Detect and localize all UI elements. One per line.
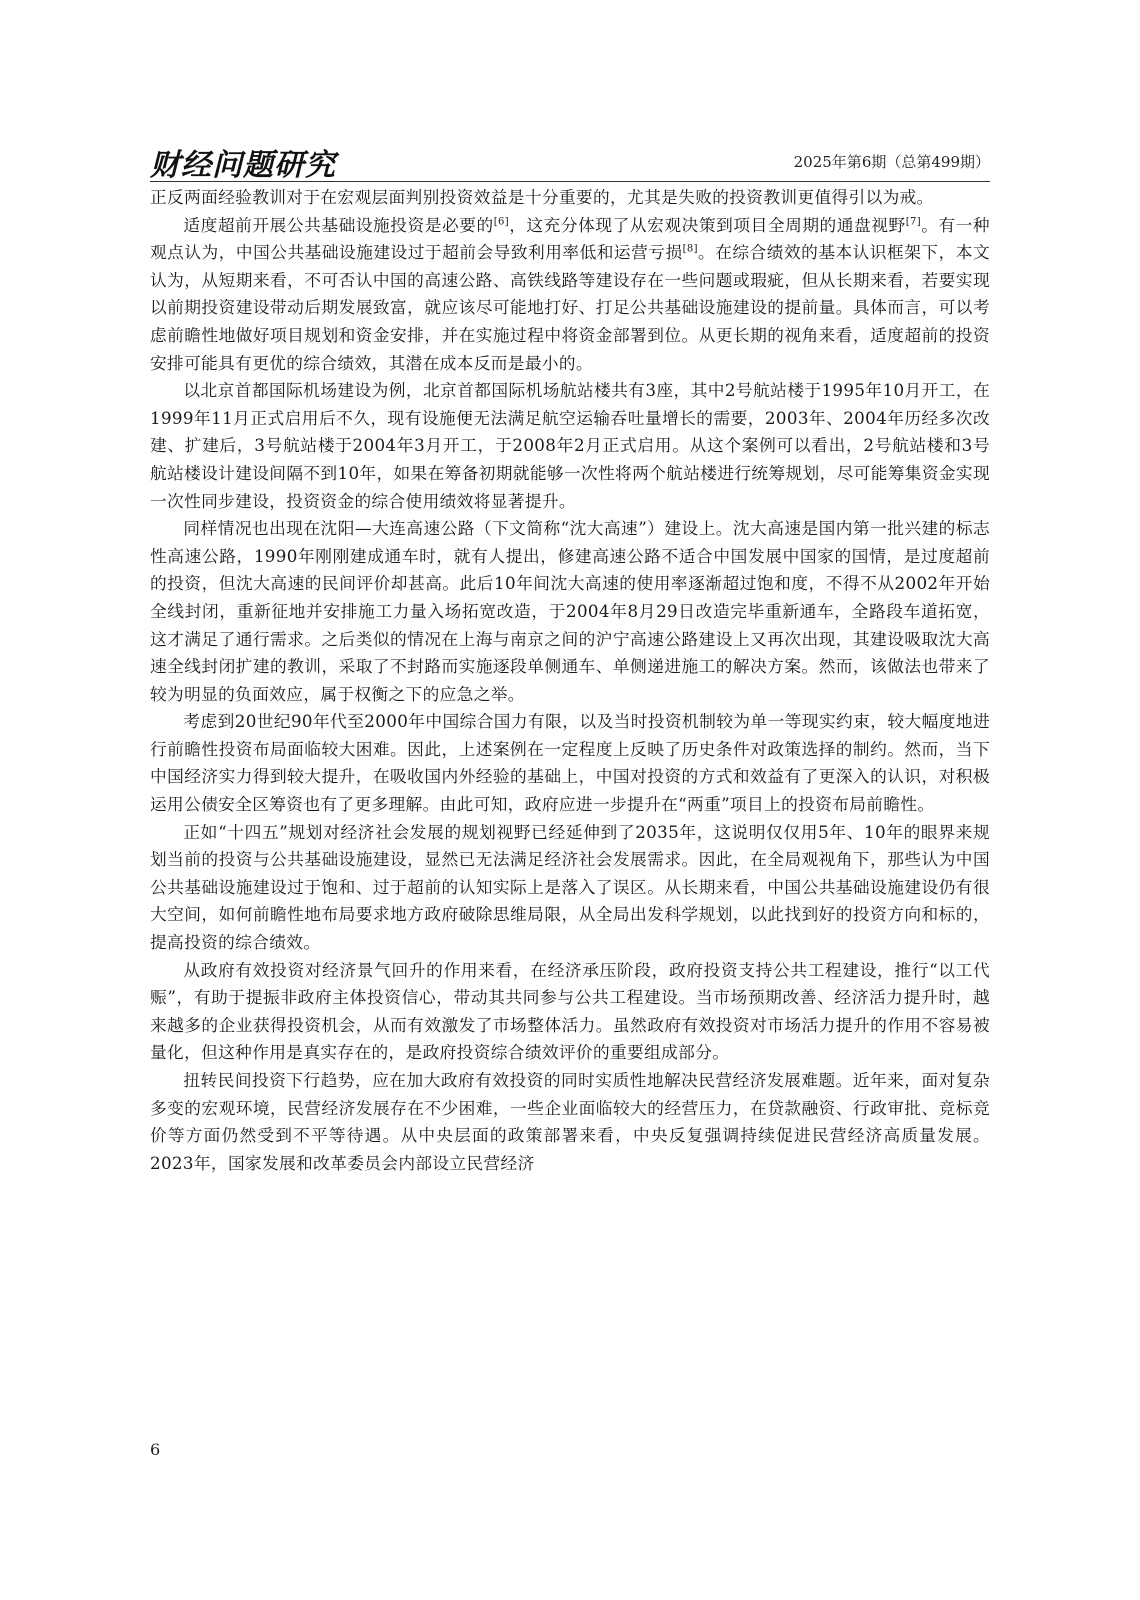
- citation-ref: [8]: [682, 243, 698, 255]
- body-paragraph: [150, 184, 990, 212]
- body-paragraph: [150, 819, 990, 957]
- paragraph-text: 扭转民间投资下行趋势，应在加大政府有效投资的同时实质性地解决民营经济发展难题。近年来，面对复杂多变的宏观环境，民营经济发展存在不少困难，一些企业面临较大的经营压力，在贷款融资、行政审批、竞标竞价等方面仍然受到不平等待遇。从中央层面的政策部署来看，中央反复强调持续促进民营经济高质量发展。2023年，国家发展和改革委员会内部设立民营经济: [150, 1070, 990, 1173]
- header-divider: [150, 181, 990, 182]
- citation-ref: [7]: [905, 216, 921, 228]
- body-paragraph: [150, 515, 990, 708]
- body-paragraph: [150, 377, 990, 515]
- paragraph-text: 正如“十四五”规划对经济社会发展的规划视野已经延伸到了2035年，这说明仅仅用5年、10年的眼界来规划当前的投资与公共基础设施建设，显然已无法满足经济社会发展需求。因此，在全局观视角下，那些认为中国公共基础设施建设过于饱和、过于超前的认知实际上是落入了误区。从长期来看，中国公共基础设施建设仍有很大空间，如何前瞻性地布局要求地方政府破除思维局限，从全局出发科学规划，以此找到好的投资方向和标的，提高投资的综合绩效。: [150, 821, 990, 953]
- paragraph-text: 以北京首都国际机场建设为例，北京首都国际机场航站楼共有3座，其中2号航站楼于1995年10月开工，在1999年11月正式启用后不久，现有设施便无法满足航空运输吞吐量增长的需要，2003年、2004年历经多次改建、扩建后，3号航站楼于2004年3月开工，于2008年2月正式启用。从这个案例可以看出，2号航站楼和3号航站楼设计建设间隔不到10年，如果在筹备初期就能够一次性将两个航站楼进行统筹规划，尽可能筹集资金实现一次性同步建设，投资资金的综合使用绩效将显著提升。: [150, 380, 990, 511]
- paragraph-text: 适度超前开展公共基础设施投资是必要的: [183, 214, 494, 235]
- page-number: 6: [150, 1440, 161, 1459]
- page-header: [150, 140, 990, 183]
- article-body: [150, 184, 990, 1177]
- paragraph-text: 考虑到20世纪90年代至2000年中国综合国力有限，以及当时投资机制较为单一等现实约束，较大幅度地进行前瞻性投资布局面临较大困难。因此，上述案例在一定程度上反映了历史条件对政策选择的制约。然而，当下中国经济实力得到较大提升，在吸收国内外经验的基础上，中国对投资的方式和效益有了更深入的认识，对积极运用公债安全区筹资也有了更多理解。由此可知，政府应进一步提升在“两重”项目上的投资布局前瞻性。: [150, 711, 990, 815]
- citation-ref: [6]: [493, 216, 509, 228]
- paragraph-text: 。有一种观点认为，中国公共基础设施建设过于超前会导致利用率低和运营亏损: [150, 214, 990, 263]
- paragraph-text: 正反两面经验教训对于在宏观层面判别投资效益是十分重要的，尤其是失败的投资教训更值得引以为戒。: [150, 187, 934, 207]
- paragraph-text: ，这充分体现了从宏观决策到项目全周期的通盘视野: [508, 214, 906, 235]
- body-paragraph: [150, 212, 990, 378]
- paragraph-text: 。在综合绩效的基本认识框架下，本文认为，从短期来看，不可否认中国的高速公路、高铁线路等建设存在一些问题或瑕疵，但从长期来看，若要实现以前期投资建设带动后期发展致富，就应该尽可能地打好、打足公共基础设施建设的提前量。具体而言，可以考虑前瞻性地做好项目规划和资金安排，并在实施过程中将资金部署到位。从更长期的视角来看，适度超前的投资安排可能具有更优的综合绩效，其潜在成本反而是最小的。: [150, 242, 990, 373]
- body-paragraph: [150, 957, 990, 1067]
- issue-info: 2025年第6期（总第499期）: [793, 153, 990, 171]
- journal-title-logo: 财经问题研究: [150, 148, 336, 183]
- paragraph-text: 同样情况也出现在沈阳—大连高速公路（下文简称“沈大高速”）建设上。沈大高速是国内第一批兴建的标志性高速公路，1990年刚刚建成通车时，就有人提出，修建高速公路不适合中国发展中国家的国情，是过度超前的投资，但沈大高速的民间评价却甚高。此后10年间沈大高速的使用率逐渐超过饱和度，不得不从2002年开始全线封闭，重新征地并安排施工力量入场拓宽改造，于2004年8月29日改造完毕重新通车，全路段车道拓宽，这才满足了通行需求。之后类似的情况在上海与南京之间的沪宁高速公路建设上又再次出现，其建设吸取沈大高速全线封闭扩建的教训，采取了不封路而实施逐段单侧通车、单侧递进施工的解决方案。然而，该做法也带来了较为明显的负面效应，属于权衡之下的应急之举。: [150, 518, 990, 704]
- paragraph-text: 从政府有效投资对经济景气回升的作用来看，在经济承压阶段，政府投资支持公共工程建设，推行“以工代赈”，有助于提振非政府主体投资信心，带动其共同参与公共工程建设。当市场预期改善、经济活力提升时，越来越多的企业获得投资机会，从而有效激发了市场整体活力。虽然政府有效投资对市场活力提升的作用不容易被量化，但这种作用是真实存在的，是政府投资综合绩效评价的重要组成部分。: [150, 959, 990, 1063]
- body-paragraph: [150, 708, 990, 818]
- body-paragraph: [150, 1067, 990, 1177]
